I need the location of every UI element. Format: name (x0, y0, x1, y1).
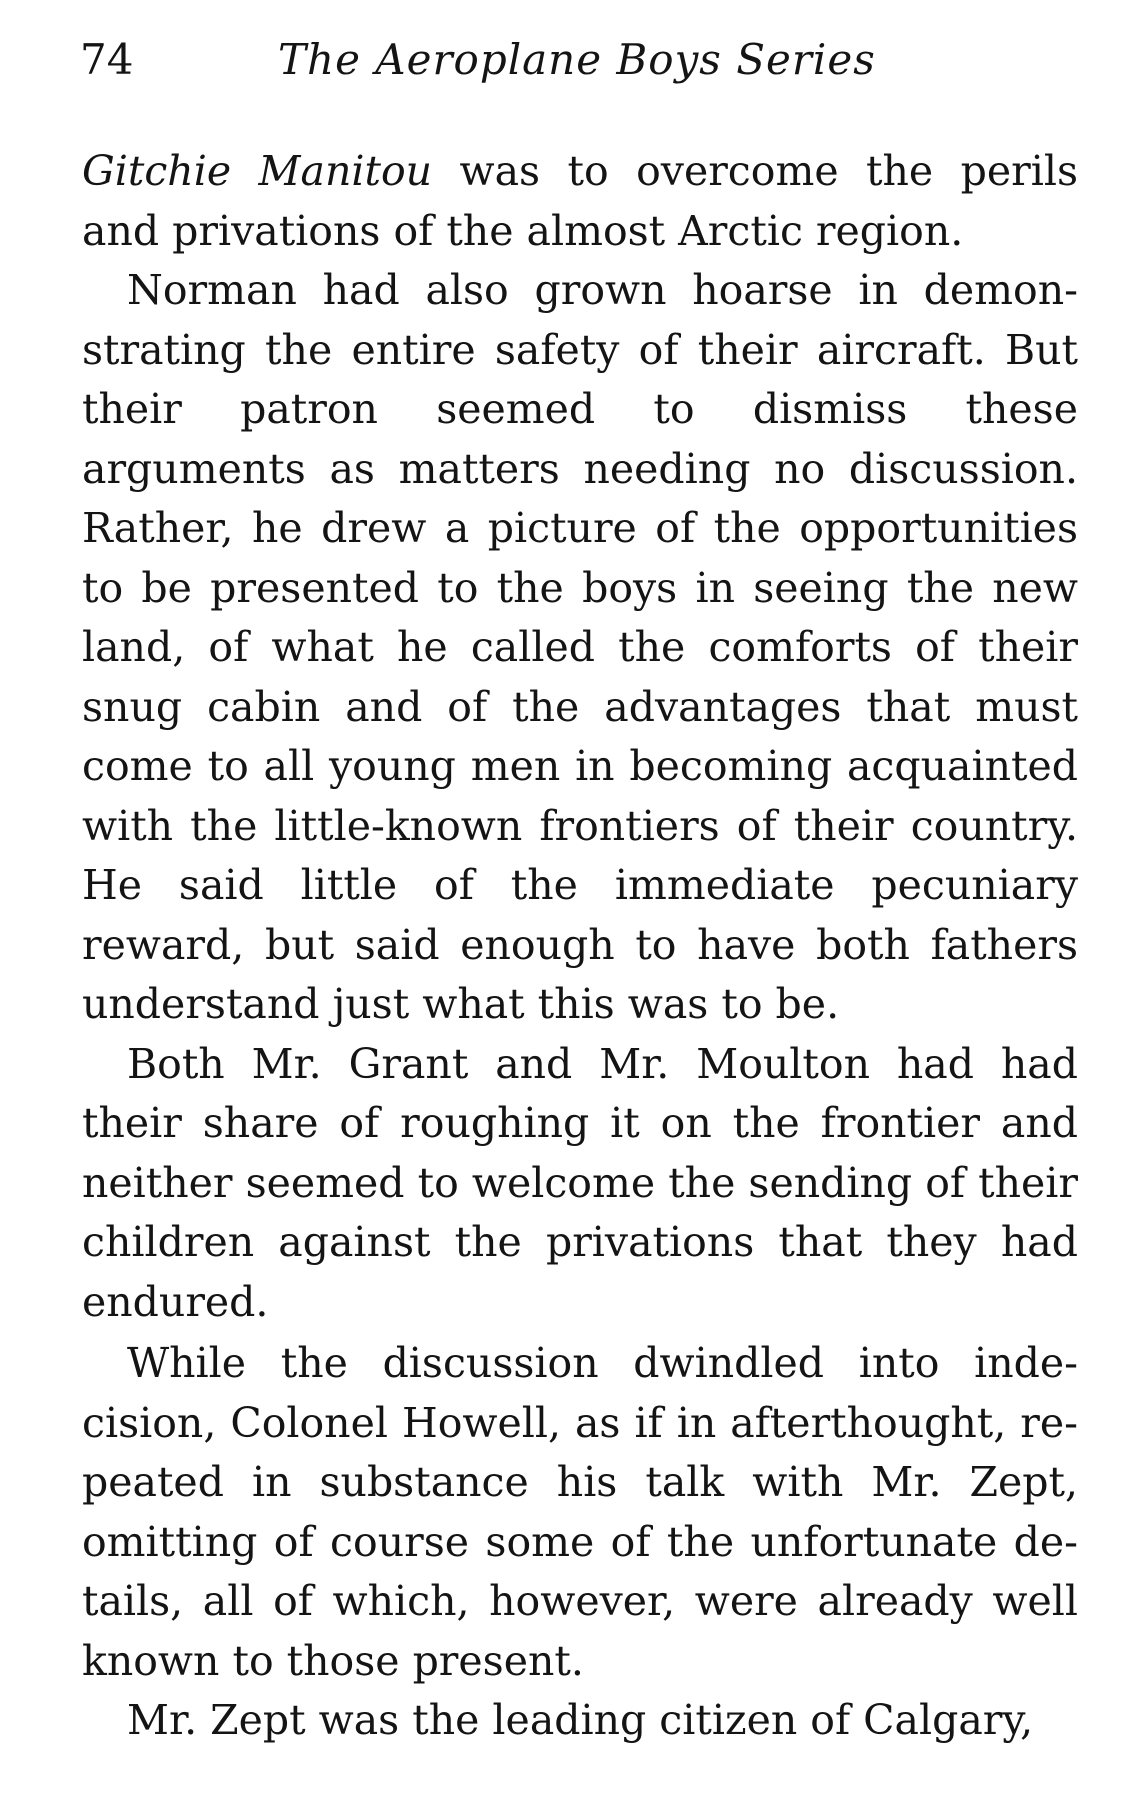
paragraph-1-text: was to overcome the perils and privations of the almost Arctic region. (82, 147, 1078, 255)
paragraph-2: Norman had also grown hoarse in demonstrating the entire safety of their aircraft. But their patron seemed to dismiss these arguments as matters needing no discussion. Rather, he drew a picture of the opportunities to be presented to the boys in seeing the new land, of what he called the comforts of their snug cabin and of the advantages that must come to all young men in becoming acquainted with the little-known frontiers of their country. He said little of the immediate pecuniary reward, but said enough to have both fathers understand just what this was to be. (82, 266, 1078, 1028)
ship-name: Gitchie Manitou (82, 147, 433, 195)
running-title: The Aeroplane Boys Series (278, 35, 876, 84)
paragraph-4: While the discussion dwindled into indecision, Colonel Howell, as if in afterthought, repeated in substance his talk with Mr. Zept, omitting of course some of the unfortunate details, all of which, however, were already well known to those present. (82, 1339, 1078, 1685)
body-text (82, 142, 1078, 1751)
paragraph-1 (82, 142, 1078, 261)
paragraph-3: Both Mr. Grant and Mr. Moulton had had their share of roughing it on the frontier and neither seemed to welcome the sending of their children against the privations that they had endured. (82, 1039, 1078, 1326)
page-header (80, 30, 1080, 90)
paragraph-5: Mr. Zept was the leading citizen of Calgary, (127, 1696, 1034, 1744)
page-number: 74 (80, 35, 134, 84)
